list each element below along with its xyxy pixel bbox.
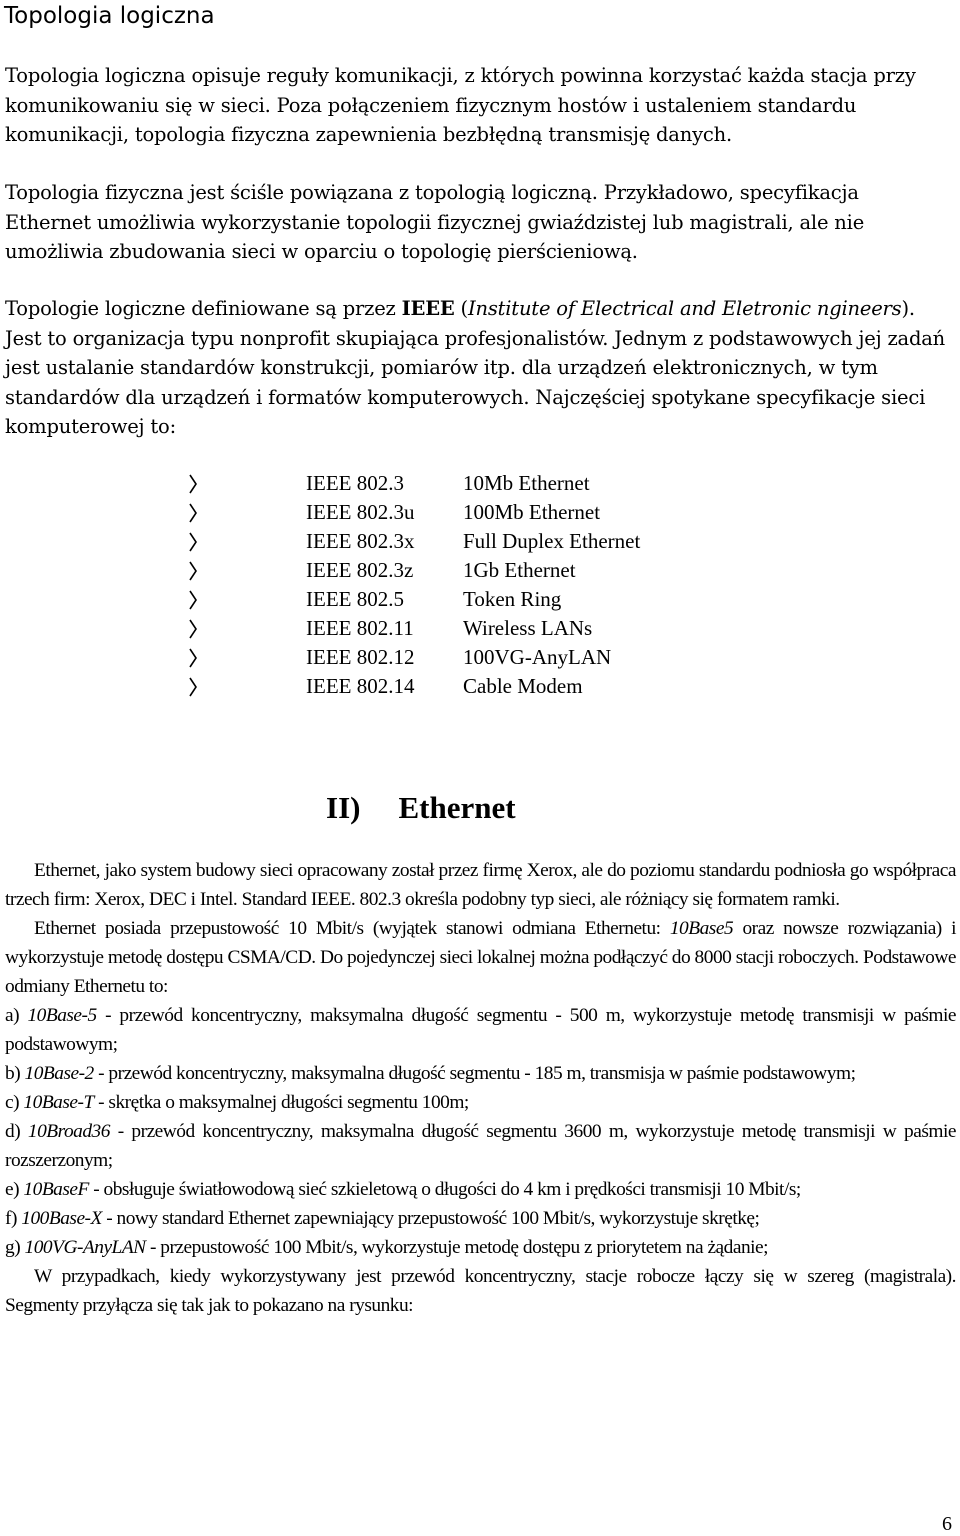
variant-item (5, 1059, 956, 1088)
variant-item (5, 1117, 956, 1175)
text-fragment: ( (454, 297, 468, 320)
section-heading: Topologia logiczna (4, 3, 215, 29)
paragraph-physical-topology: Topologia fizyczna jest ściśle powiązana z topologią logiczną. Przykładowo, specyfikacja Ethernet umożliwia wykorzystanie topologii fizycznej gwiaździstej lub magistrali, ale nie umożliwia zbudowania sieci w oparciu o topologię pierścieniową. (5, 181, 865, 263)
bullet-icon (188, 473, 306, 495)
variant-prefix: g) (5, 1237, 25, 1258)
bullet-icon (188, 618, 306, 640)
variant-prefix: d) (5, 1121, 28, 1142)
ethernet-intro-paragraph: Ethernet, jako system budowy sieci opracowany został przez firmę Xerox, ale do poziomu standardu podniosła go współpraca trzech firm: Xerox, DEC i Intel. Standard IEEE. 802.3 określa podobny typ sieci, ale różniący się formatem ramki. (5, 860, 956, 910)
list-item (188, 498, 640, 527)
ieee-expansion: Institute of Electrical and Eletronic ngineers (467, 297, 902, 320)
spec-description: Cable Modem (463, 674, 583, 698)
ieee-abbreviation: IEEE (401, 297, 455, 320)
variant-description: - nowy standard Ethernet zapewniający przepustowość 100 Mbit/s, wykorzystuje skrętkę; (101, 1208, 760, 1229)
ethernet-bandwidth-paragraph (5, 914, 956, 1001)
spec-description: 10Mb Ethernet (463, 471, 590, 495)
spec-standard: IEEE 802.3 (306, 471, 404, 495)
variant-item (5, 1233, 956, 1262)
variant-description: - przewód koncentryczny, maksymalna długość segmentu - 500 m, wykorzystuje metodę transmisji w paśmie podstawowym; (5, 1005, 956, 1055)
spec-description: 100VG-AnyLAN (463, 645, 612, 669)
variant-prefix: a) (5, 1005, 28, 1026)
bullet-icon (188, 531, 306, 553)
spec-standard: IEEE 802.12 (306, 645, 415, 669)
spec-description: 100Mb Ethernet (463, 500, 601, 524)
variant-item (5, 1204, 956, 1233)
text-fragment: oraz nowsze rozwiązania) i wykorzystuje metodę dostępu CSMA/CD. Do pojedynczej sieci lokalnej można podłączyć do 8000 stacji roboczych. Podstawowe odmiany Ethernetu to: (5, 918, 956, 997)
variant-name: 100VG-AnyLAN (24, 1237, 146, 1258)
variant-prefix: f) (5, 1208, 22, 1229)
variant-name: 10Broad36 (27, 1121, 110, 1142)
variant-description: - przepustowość 100 Mbit/s, wykorzystuje metodę dostępu z priorytetem na żądanie; (145, 1237, 769, 1258)
variant-prefix: c) (5, 1092, 24, 1113)
bullet-icon (188, 560, 306, 582)
spec-standard: IEEE 802.11 (306, 616, 414, 640)
text-fragment: ). Jest to organizacja typu nonprofit skupiająca profesjonalistów. Jednym z podstawowych jej zadań jest ustalanie standardów konstrukcji, pomiarów itp. dla urządzeń elektronicznych, w tym standardów dla urządzeń i formatów komputerowych. Najczęściej spotykane specyfikacje sieci komputerowej to: (5, 297, 946, 438)
section-title-text: Ethernet (398, 790, 516, 825)
variant-name: 10Base-2 (24, 1063, 94, 1084)
list-item (188, 585, 640, 614)
spec-standard: IEEE 802.14 (306, 674, 415, 698)
variant-description: - skrętka o maksymalnej długości segmentu 100m; (93, 1092, 469, 1113)
text-fragment: Ethernet posiada przepustowość 10 Mbit/s (wyjątek stanowi odmiana Ethernetu: (34, 918, 670, 939)
spec-standard: IEEE 802.3z (306, 558, 414, 582)
spec-description: Full Duplex Ethernet (463, 529, 641, 553)
variant-name: 10Base5 (669, 918, 734, 939)
variant-item (5, 1175, 956, 1204)
ieee-spec-list (188, 469, 640, 701)
variant-prefix: e) (5, 1179, 24, 1200)
spec-standard: IEEE 802.5 (306, 587, 404, 611)
paragraph-logical-topology: Topologia logiczna opisuje reguły komunikacji, z których powinna korzystać każda stacja przy komunikowaniu się w sieci. Poza połączeniem fizycznym hostów i ustaleniem standardu komunikacji, topologia fizyczna zapewnienia bezbłędną transmisję danych. (5, 64, 916, 146)
variant-name: 10BaseF (23, 1179, 89, 1200)
variant-description: - przewód koncentryczny, maksymalna długość segmentu - 185 m, transmisja w paśmie podstawowym; (93, 1063, 856, 1084)
list-item (188, 672, 640, 701)
bullet-icon (188, 676, 306, 698)
list-item (188, 614, 640, 643)
variant-name: 10Base-5 (27, 1005, 97, 1026)
spec-description: 1Gb Ethernet (463, 558, 576, 582)
ethernet-section-body (5, 856, 956, 1320)
variant-description: - przewód koncentryczny, maksymalna długość segmentu 3600 m, wykorzystuje metodę transmisji w paśmie rozszerzonym; (5, 1121, 956, 1171)
spec-standard: IEEE 802.3x (306, 529, 415, 553)
text-fragment: Topologie logiczne definiowane są przez (5, 297, 402, 320)
list-item (188, 527, 640, 556)
variant-item (5, 1088, 956, 1117)
section-title (326, 788, 516, 828)
variant-item (5, 1001, 956, 1059)
variant-name: 10Base-T (23, 1092, 94, 1113)
variant-prefix: b) (5, 1063, 25, 1084)
page-number: 6 (942, 1513, 952, 1535)
spec-description: Wireless LANs (463, 616, 593, 640)
spec-standard: IEEE 802.3u (306, 500, 415, 524)
bullet-icon (188, 589, 306, 611)
list-item (188, 556, 640, 585)
bullet-icon (188, 502, 306, 524)
section-number: II) (326, 790, 361, 825)
variant-name: 100Base-X (21, 1208, 102, 1229)
paragraph-ieee (5, 294, 950, 442)
bullet-icon (188, 647, 306, 669)
ethernet-topology-paragraph: W przypadkach, kiedy wykorzystywany jest przewód koncentryczny, stacje robocze łączy się w szereg (magistrala). Segmenty przyłącza się tak jak to pokazano na rysunku: (5, 1266, 956, 1316)
list-item (188, 469, 640, 498)
spec-description: Token Ring (463, 587, 562, 611)
variant-description: - obsługuje światłowodową sieć szkieletową o długości do 4 km i prędkości transmisji 10 Mbit/s; (88, 1179, 801, 1200)
list-item (188, 643, 640, 672)
